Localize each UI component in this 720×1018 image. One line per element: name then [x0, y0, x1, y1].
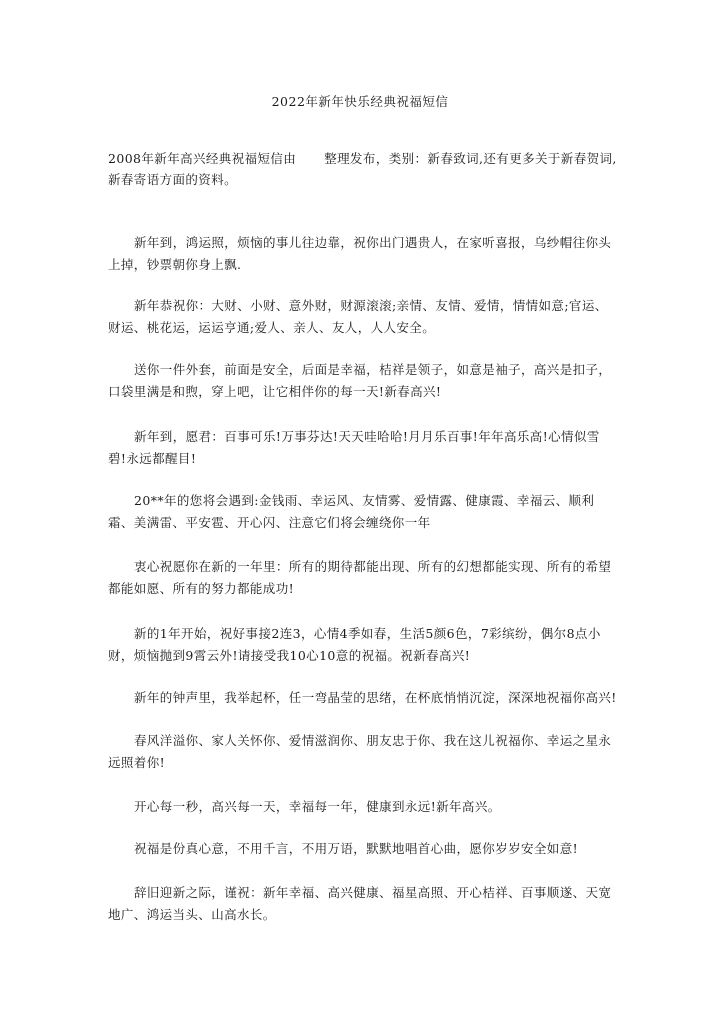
greeting-paragraph: 20**年的您将会遇到:金钱雨、幸运风、友情雾、爱情露、健康霞、幸福云、顺利霜、美满雷、平安雹、开心闪、注意它们将会缠绕你一年 — [108, 493, 595, 530]
greeting-paragraph: 新年到，鸿运照，烦恼的事儿往边靠，祝你出门遇贵人，在家听喜报，乌纱帽往你头上掉，钞票朝你身上飘. — [108, 235, 612, 272]
greeting-paragraph: 新的1年开始，祝好事接2连3，心情4季如春，生活5颜6色，7彩缤纷，偶尔8点小财，烦恼抛到9霄云外!请接受我10心10意的祝福。祝新春高兴! — [108, 626, 601, 663]
greeting-paragraph: 春风洋溢你、家人关怀你、爱情滋润你、朋友忠于你、我在这儿祝福你、幸运之星永远照着你! — [108, 733, 612, 770]
greeting-paragraph: 新年到，愿君：百事可乐!万事芬达!天天哇哈哈!月月乐百事!年年高乐高!心情似雪碧!永远都醒目! — [108, 429, 600, 466]
intro-text-part1: 2008年新年高兴经典祝福短信由 — [108, 151, 297, 166]
greeting-paragraph: 开心每一秒，高兴每一天，幸福每一年，健康到永远!新年高兴。 — [134, 799, 501, 814]
greeting-paragraph: 辞旧迎新之际，谨祝：新年幸福、高兴健康、福星高照、开心桔祥、百事顺遂、天宽地广、鸿运当头、山高水长。 — [108, 885, 612, 922]
greeting-paragraph: 新年恭祝你：大财、小财、意外财，财源滚滚;亲情、友情、爱情，情情如意;官运、财运、桃花运，运运亨通;爱人、亲人、友人，人人安全。 — [108, 298, 608, 335]
intro-paragraph — [108, 148, 618, 190]
greeting-paragraph: 祝福是份真心意，不用千言，不用万语，默默地唱首心曲，愿你岁岁安全如意! — [134, 841, 579, 856]
intro-text-part2: 整理发布，类别：新春致词,还有更多关于新春贺词,新春寄语方面的资料。 — [108, 151, 617, 187]
greeting-paragraph: 新年的钟声里，我举起杯，任一弯晶莹的思绪，在杯底悄悄沉淀，深深地祝福你高兴! — [134, 690, 617, 705]
greeting-paragraph: 衷心祝愿你在新的一年里：所有的期待都能出现、所有的幻想都能实现、所有的希望都能如愿、所有的努力都能成功! — [108, 559, 612, 596]
greeting-paragraph: 送你一件外套，前面是安全，后面是幸福，桔祥是领子，如意是袖子，高兴是扣子，口袋里满是和煦，穿上吧，让它相伴你的每一天!新春高兴! — [108, 362, 612, 399]
document-title: 2022年新年快乐经典祝福短信 — [271, 94, 449, 109]
